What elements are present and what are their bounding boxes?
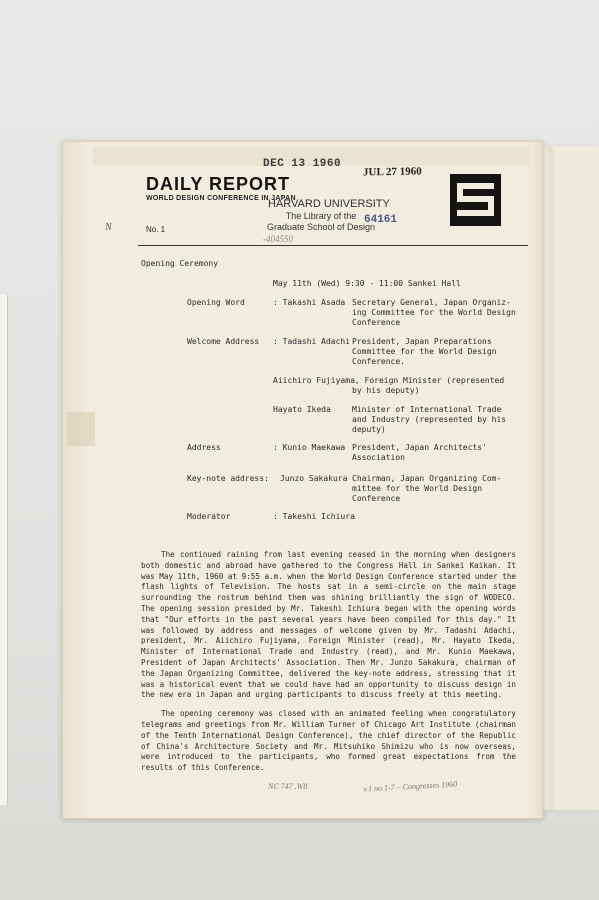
left-adjacent-sheet (0, 295, 8, 805)
program-role: Address (187, 443, 221, 452)
right-adjacent-sheet (541, 146, 599, 810)
program-desc: mittee for the World Design (352, 484, 483, 493)
received-stamp: JUL 27 1960 (362, 165, 422, 179)
report-subtitle: WORLD DESIGN CONFERENCE IN JAPAN (146, 195, 296, 202)
program-desc: deputy) (352, 425, 386, 434)
program-desc: Conference (352, 318, 401, 327)
program-desc: and Industry (represented by his (352, 415, 507, 424)
program-desc: Association (352, 453, 405, 462)
paper-right-edge (530, 142, 542, 818)
report-title: DAILY REPORT (146, 174, 291, 194)
paper-left-edge (63, 142, 87, 818)
program-name: : Kunio Maekawa (273, 443, 346, 452)
program-name: Aiichiro Fujiyama, Foreign Minister (represented (273, 376, 505, 385)
program-role: Opening Word (187, 298, 245, 307)
program-desc: Conference. (352, 357, 405, 366)
body-paragraph: The continued raining from last evening ceased in the morning when designers both domestic and abroad have gathered to the Congress Hall in Sankei Kaikan. It was May 11th, 1960 at 9:55 a.m. when the World Design Conference started under the flash lights of Television. The hosts sat in a semi-circle on the main stage surrounding the rostrum behind them was shining brilliantly the sign of WODECO. The opening session presided by Mr. Takeshi Ichiura began with the opening words that "Our efforts in the past several years have been compiled for this day." It was followed by address and messages of welcome given by Mr. Tadashi Adachi, president, Mr. Aiichiro Fujiyama, Foreign Minister (read), Mr. Hayato Ikeda, Minister of International Trade and Industry (read), and Mr. Kunio Maekawa, President of Japan Architects' Association. Then Mr. Junzo Sakakura, chairman of the Japan Organizing Committee, delivered the key-note address, stressing that it was a historical event that we could have had an opportunity to discuss design in the new era in Japan and urging participants to discuss freely at this meeting. (141, 550, 516, 700)
accession-number: 64161 (364, 214, 398, 226)
pencil-note: -404550 (263, 234, 293, 244)
program-desc: ing Committee for the World Design (352, 308, 516, 317)
margin-note: N (105, 222, 112, 233)
session-date-line: May 11th (Wed) 9:30 - 11:00 Sankei Hall (273, 279, 461, 288)
program-name: : Takashi Asada (273, 298, 346, 307)
program-role: Welcome Address (187, 337, 260, 346)
wodeco-logo (450, 174, 501, 226)
handwritten-note: v.1 no.1-7 – Congresses 1960 (362, 779, 458, 794)
program-desc: Conference (352, 494, 401, 503)
program-role: Key-note address: (187, 474, 269, 483)
program-role: Moderator (187, 512, 231, 521)
report-body (141, 550, 516, 782)
program-desc: Committee for the World Design (352, 347, 497, 356)
program-name: Junzo Sakakura (280, 474, 348, 483)
body-paragraph: The opening ceremony was closed with an animated feeling when congratulatory telegrams and greetings from Mr. William Turner of Chicago Art Institute (chairman of the Tenth International Design Conference), the chief director of the Republic of China's Architecture Society and Mr. Mitsuhiko Shimizu who is now overseas, were introduced to the participants, who formed great expectations from the results of this Conference. (141, 709, 516, 773)
program-desc: Minister of International Trade (352, 405, 502, 414)
document-page (62, 141, 543, 819)
program-desc: Chairman, Japan Organizing Com- (352, 474, 502, 483)
date-stamp: DEC 13 1960 (263, 158, 342, 170)
program-name: Hayato Ikeda (273, 405, 331, 414)
issue-number: No. 1 (146, 225, 166, 234)
header-rule (138, 245, 528, 246)
program-desc: Secretary General, Japan Organiz- (352, 298, 511, 307)
program-name: : Takeshi Ichiura (273, 512, 355, 521)
library-stamp-line2: Graduate School of Design (267, 222, 376, 233)
library-stamp-university: HARVARD UNIVERSITY (268, 198, 390, 210)
tape-mark (67, 412, 95, 446)
program-desc: President, Japan Preparations (352, 337, 492, 346)
library-stamp (267, 211, 375, 234)
handwritten-call-number: NC 747 .W8 (268, 782, 308, 791)
program-desc: by his deputy) (352, 386, 420, 395)
library-stamp-line1: The Library of the (285, 211, 357, 221)
program-desc: President, Japan Architects' (352, 443, 487, 452)
program-name: : Tadashi Adachi (273, 337, 351, 346)
section-heading: Opening Ceremony (141, 259, 219, 268)
